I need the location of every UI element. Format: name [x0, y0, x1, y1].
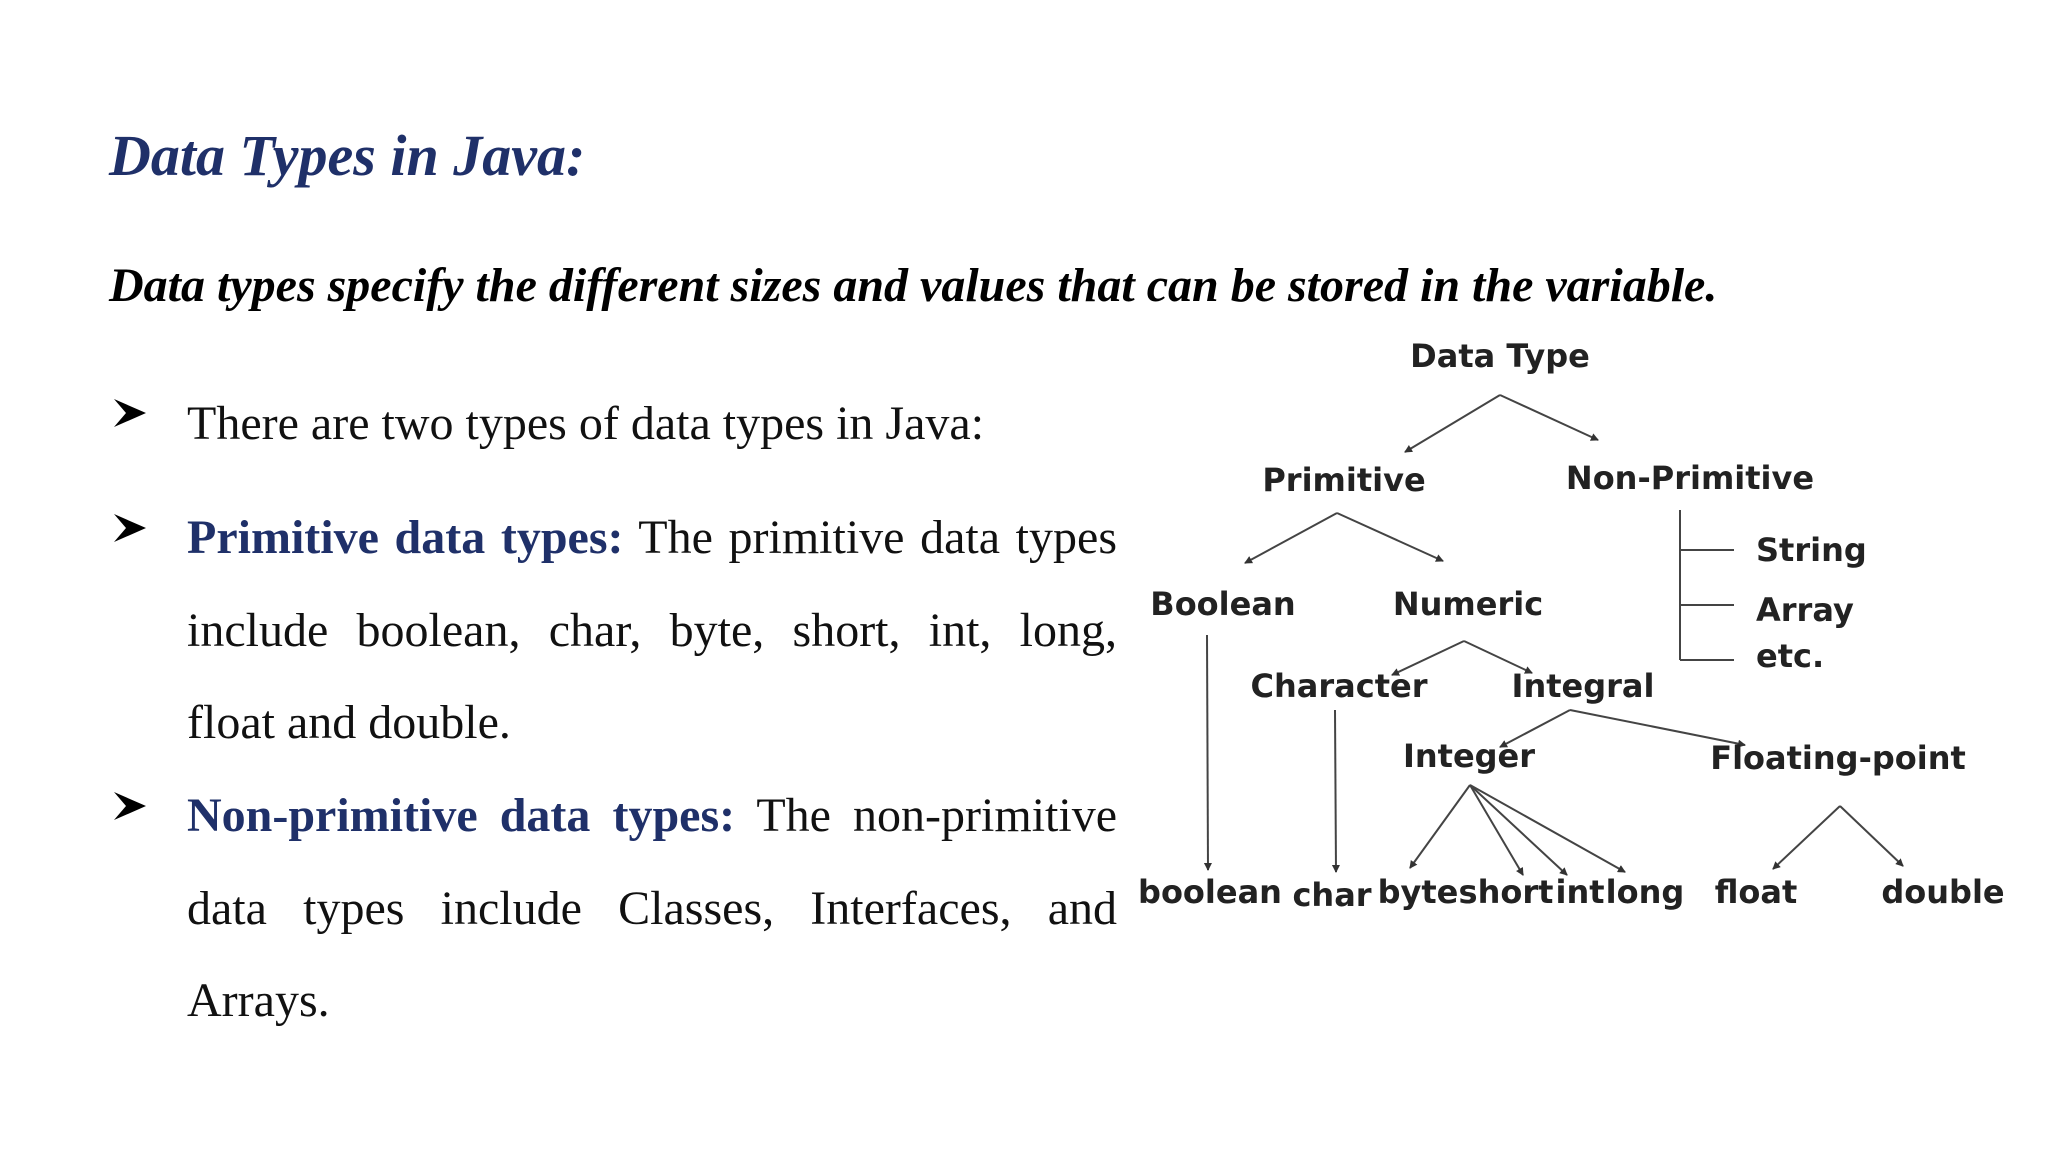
bullet-text: The primitive data types include boolean, char, byte, short, int, long, float and double. [187, 511, 1118, 749]
data-type-tree-diagram [1100, 335, 2010, 935]
leaf-boolean: boolean [1138, 873, 1282, 911]
leaf-int: int [1555, 873, 1605, 911]
node-non-primitive: Non-Primitive [1565, 459, 1815, 497]
bullet-primitive [187, 492, 1117, 770]
leaf-byte: byte [1377, 873, 1459, 911]
arrowhead-bullet-icon [112, 395, 148, 431]
bullet-non-primitive [187, 770, 1117, 1048]
bullet-intro [187, 378, 1117, 471]
node-floating-point: Floating-point [1710, 739, 1966, 777]
node-numeric: Numeric [1392, 585, 1544, 623]
node-boolean-group: Boolean [1150, 585, 1296, 623]
leaf-float: float [1714, 873, 1798, 911]
bullet-label: Non-primitive data types: [187, 789, 736, 842]
node-primitive: Primitive [1262, 461, 1426, 499]
slide-title: Data Types in Java: [109, 123, 586, 188]
leaf-char: char [1292, 876, 1372, 914]
bullet-text: There are two types of data types in Java: [187, 397, 985, 450]
node-integral: Integral [1511, 667, 1655, 705]
bullet-text: The non-primitive data types include Classes, Interfaces, and Arrays. [187, 789, 1117, 1027]
leaf-long: long [1605, 873, 1685, 911]
node-etc: etc. [1756, 637, 1825, 675]
leaf-short: short [1458, 873, 1554, 911]
node-string: String [1756, 531, 1867, 569]
node-character: Character [1250, 667, 1428, 705]
leaf-double: double [1881, 873, 2005, 911]
arrowhead-bullet-icon [112, 510, 148, 546]
node-array: Array [1756, 591, 1854, 629]
bullet-label: Primitive data types: [187, 511, 624, 564]
slide-subtitle: Data types specify the different sizes and values that can be stored in the variable. [109, 259, 1718, 312]
node-integer: Integer [1402, 737, 1536, 775]
node-data-type: Data Type [1410, 337, 1590, 375]
arrowhead-bullet-icon [112, 788, 148, 824]
